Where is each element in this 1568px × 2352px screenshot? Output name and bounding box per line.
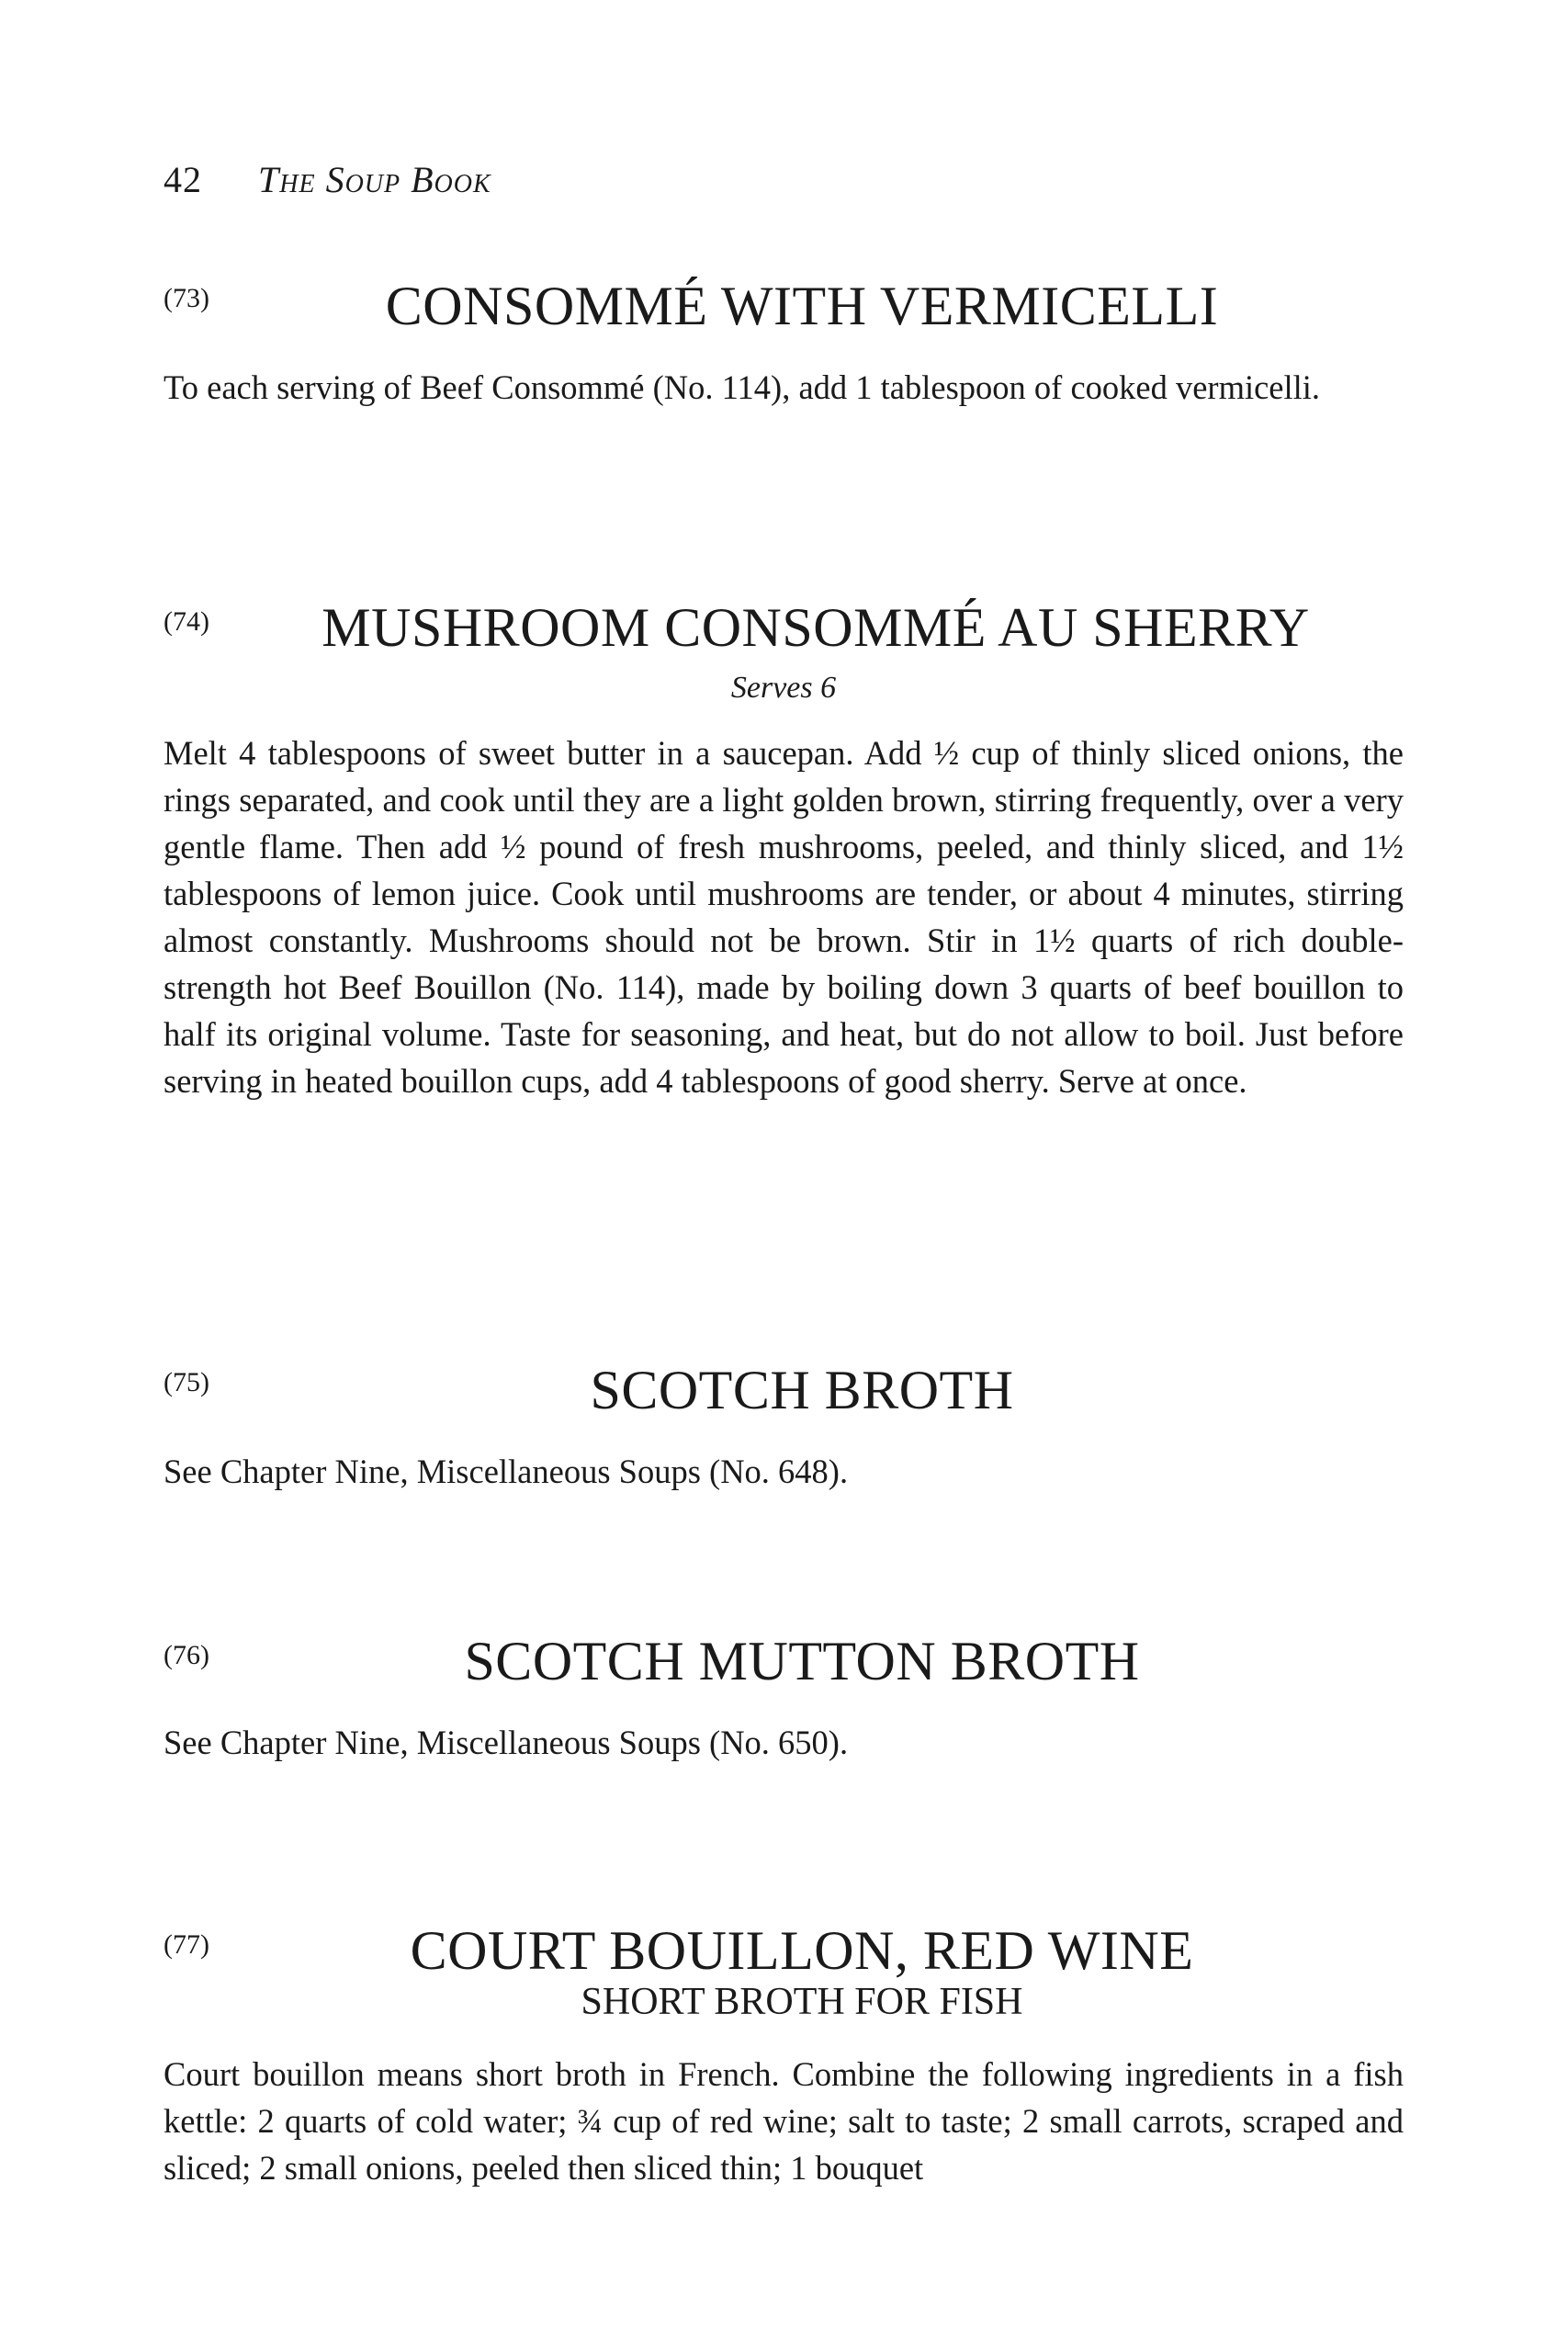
recipe-title: SCOTCH MUTTON BROTH	[464, 1631, 1140, 1691]
recipe-serves: Serves 6	[730, 671, 837, 705]
recipe-76	[164, 1631, 1404, 1766]
recipe-number: (75)	[164, 1367, 209, 1397]
recipe-title: SCOTCH BROTH	[590, 1360, 1014, 1420]
page-number: 42	[164, 159, 202, 200]
recipe-body: See Chapter Nine, Miscellaneous Soups (No. 650).	[164, 1724, 849, 1761]
recipe-body: Court bouillon means short broth in French. Combine the following ingredients in a fish kettle: 2 quarts of cold water; ¾ cup of red wine; salt to taste; 2 small carrots, scraped and sliced; 2 small onions, peeled then sliced thin; 1 bouquet	[164, 2055, 1404, 2188]
recipe-body: See Chapter Nine, Miscellaneous Soups (No. 648).	[164, 1453, 849, 1490]
recipe-title: MUSHROOM CONSOMMÉ AU SHERRY	[321, 597, 1310, 658]
recipe-number: (76)	[164, 1640, 209, 1670]
recipe-title: CONSOMMÉ WITH VERMICELLI	[385, 276, 1219, 336]
recipe-title: COURT BOUILLON, RED WINE	[410, 1920, 1194, 1981]
recipe-75	[164, 1360, 1404, 1495]
recipe-subtitle: SHORT BROTH FOR FISH	[581, 1981, 1023, 2023]
recipe-body: Melt 4 tablespoons of sweet butter in a saucepan. Add ½ cup of thinly sliced onions, the rings separated, and cook until they are a light golden brown, stirring frequently, over a very gentle flame. Then add ½ pound of fresh mushrooms, peeled, and thinly sliced, and 1½ tablespoons of lemon juice. Cook until mushrooms are tender, or about 4 minutes, stirring almost constantly. Mushrooms should not be brown. Stir in 1½ quarts of rich double-strength hot Beef Bouillon (No. 114), made by boiling down 3 quarts of beef bouillon to half its original volume. Taste for seasoning, and heat, but do not allow to boil. Just before serving in heated bouillon cups, add 4 tablespoons of good sherry. Serve at once.	[164, 734, 1404, 1100]
recipe-73	[164, 276, 1404, 411]
recipe-body: To each serving of Beef Consommé (No. 114), add 1 tablespoon of cooked vermicelli.	[164, 368, 1321, 406]
recipe-number: (77)	[164, 1929, 209, 1960]
running-head	[164, 158, 491, 201]
recipe-number: (74)	[164, 606, 209, 637]
book-title: The Soup Book	[258, 159, 491, 200]
recipe-77	[164, 1920, 1404, 2191]
recipe-74	[164, 597, 1404, 1104]
recipe-number: (73)	[164, 283, 209, 313]
